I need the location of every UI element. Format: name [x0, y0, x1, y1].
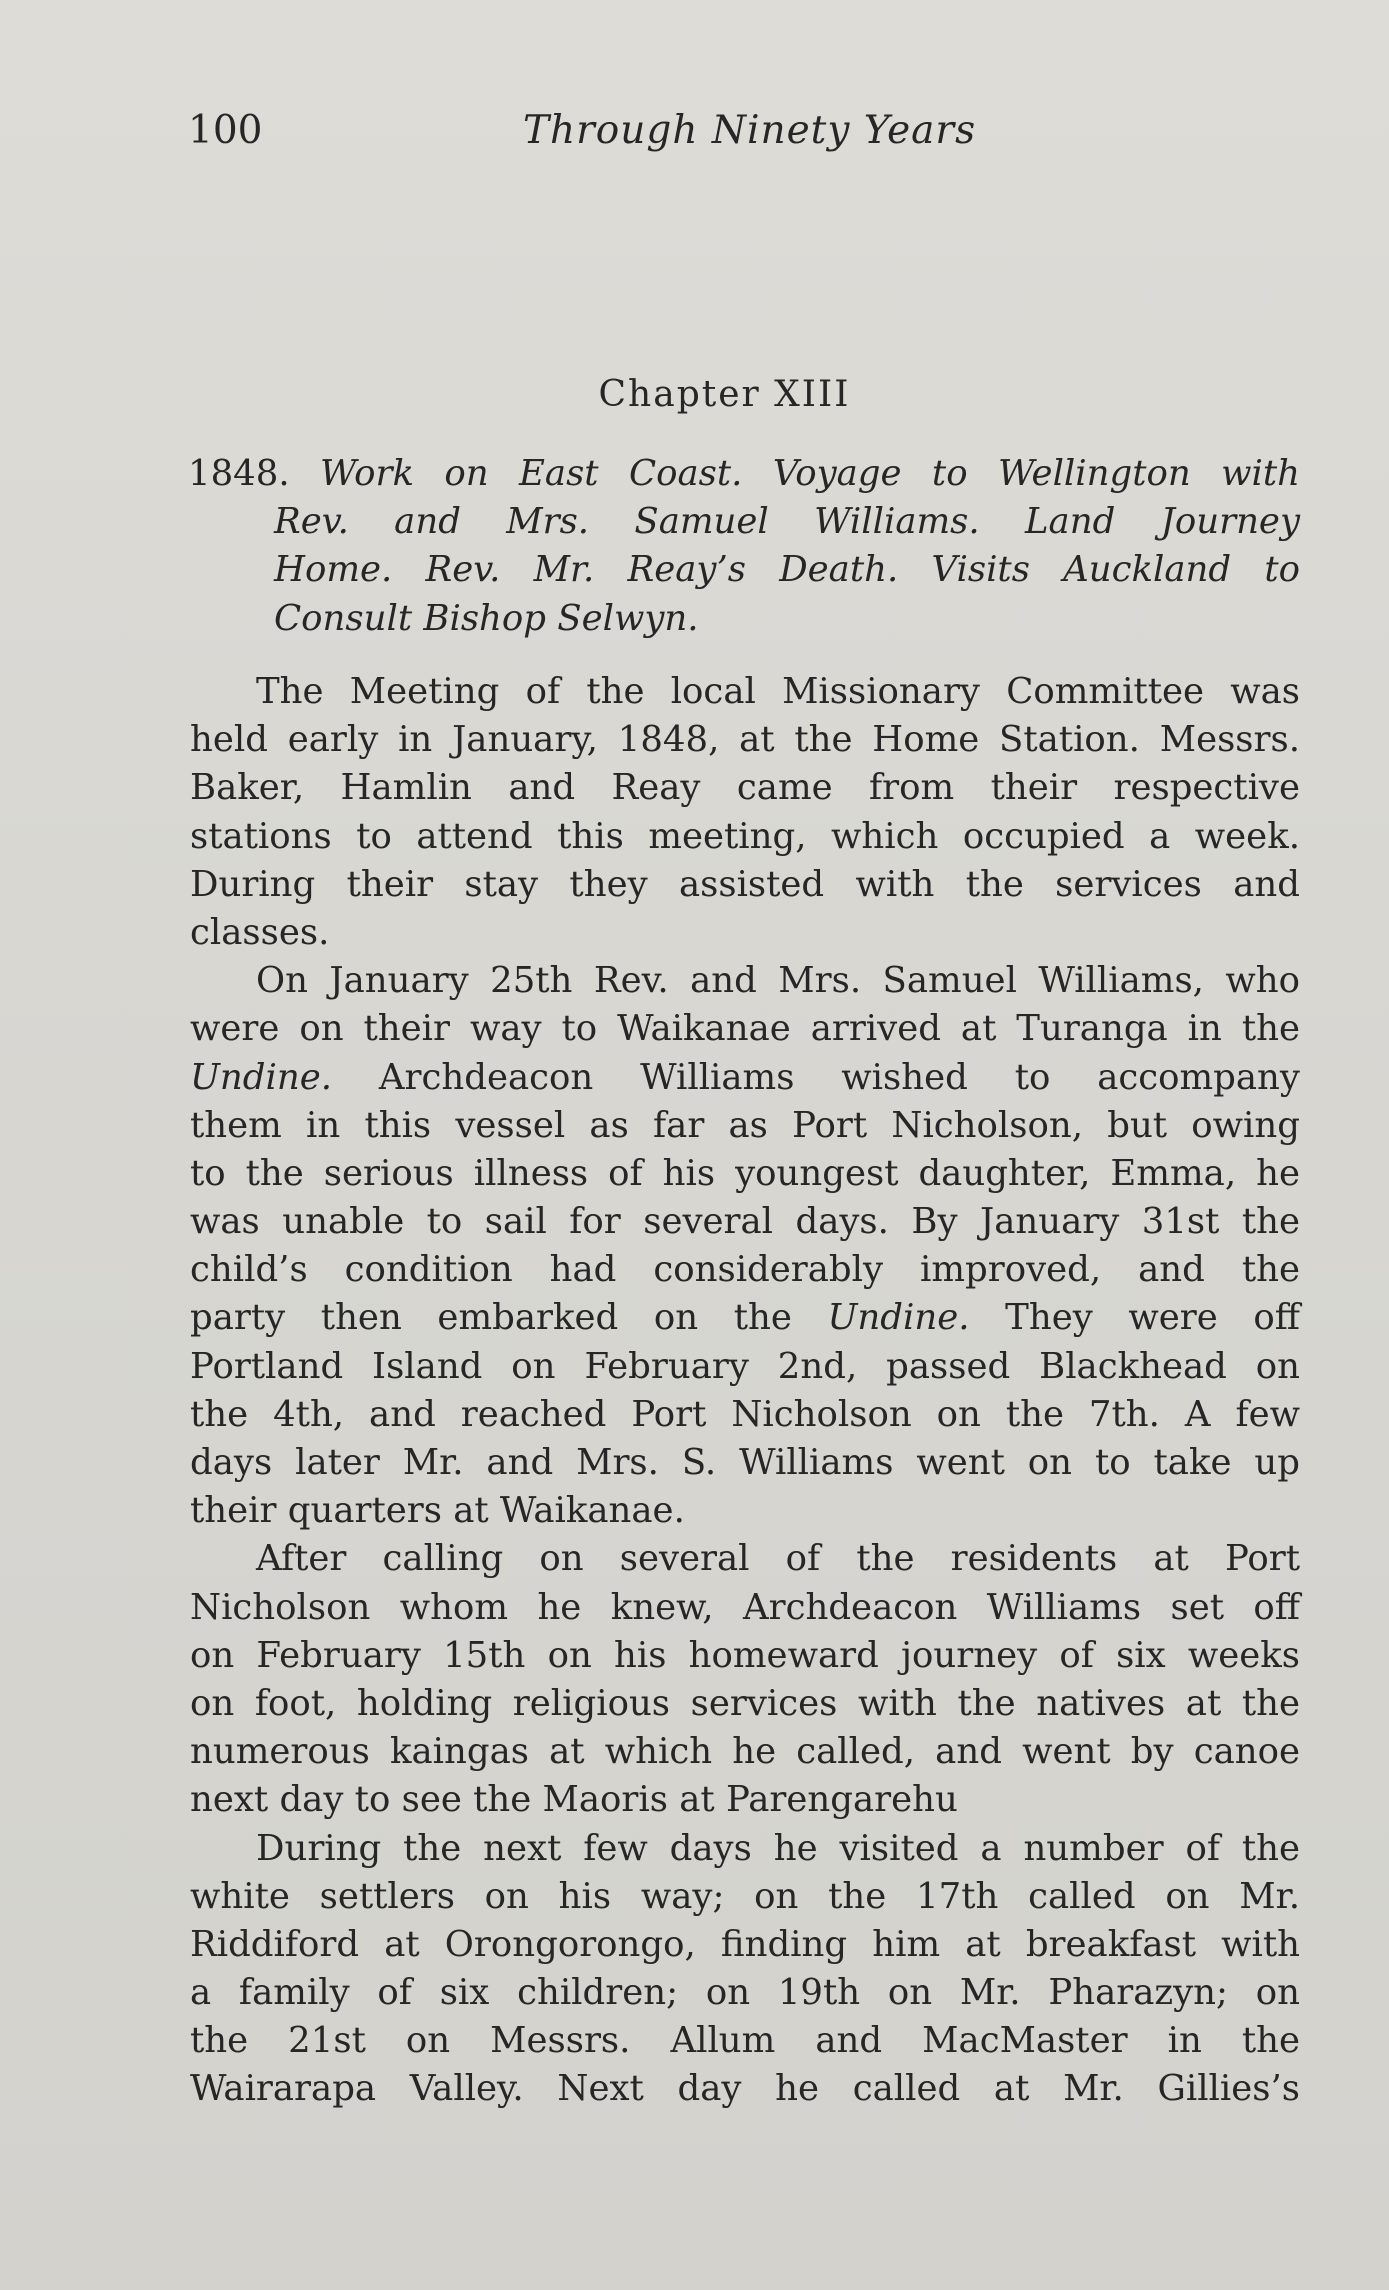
ship-name: Undine.	[190, 1056, 333, 1098]
text-line: next day to see the Maoris at Parengarehu	[190, 1779, 958, 1821]
text-line: Wairarapa Valley. Next day he called at Mr. Gillies’s	[190, 2068, 1300, 2110]
synopsis-line: Consult Bishop Selwyn.	[274, 597, 699, 639]
page-number: 100	[188, 108, 263, 153]
text-line: After calling on several of the residents at Port	[256, 1538, 1300, 1580]
chapter-synopsis	[188, 450, 1300, 643]
text-line: held early in January, 1848, at the Home Station. Messrs.	[190, 719, 1300, 761]
text-line: them in this vessel as far as Port Nicholson, but owing	[190, 1104, 1300, 1146]
synopsis-line: Home. Rev. Mr. Reay’s Death. Visits Auckland to	[274, 549, 1300, 591]
paragraph-4	[190, 1825, 1300, 2114]
text-line: on February 15th on his homeward journey of six weeks	[190, 1634, 1300, 1676]
synopsis-year: 1848.	[188, 453, 290, 494]
text-line: white settlers on his way; on the 17th called on Mr.	[190, 1875, 1300, 1917]
text-line: days later Mr. and Mrs. S. Williams went on to take up	[190, 1442, 1300, 1483]
text-line: Baker, Hamlin and Reay came from their respective	[190, 767, 1300, 809]
text-line: the 4th, and reached Port Nicholson on the 7th. A few	[190, 1393, 1300, 1435]
ship-name: Undine.	[827, 1297, 970, 1339]
text-line: Nicholson whom he knew, Archdeacon Williams set off	[190, 1586, 1300, 1628]
text-line: their quarters at Waikanae.	[190, 1490, 685, 1532]
paragraph-1	[190, 668, 1300, 957]
text-line: classes.	[190, 911, 330, 953]
text-line: were on their way to Waikanae arrived at Turanga in the	[190, 1008, 1300, 1050]
running-title: Through Ninety Years	[523, 108, 977, 153]
text-line: Riddiford at Orongorongo, finding him at breakfast with	[190, 1923, 1300, 1965]
text-line: the 21st on Messrs. Allum and MacMaster in the	[190, 2020, 1300, 2062]
running-head	[188, 108, 1298, 158]
text-line: was unable to sail for several days. By January 31st the	[190, 1201, 1300, 1243]
text-line: to the serious illness of his youngest daughter, Emma, he	[190, 1152, 1300, 1194]
synopsis-line: Rev. and Mrs. Samuel Williams. Land Journey	[274, 501, 1300, 543]
text-line: on foot, holding religious services with the natives at the	[190, 1682, 1300, 1724]
chapter-heading: Chapter XIII	[598, 374, 851, 415]
text-line: a family of six children; on 19th on Mr. Pharazyn; on	[190, 1972, 1300, 2014]
text-line: The Meeting of the local Missionary Committee was	[256, 671, 1300, 712]
body-text	[190, 668, 1300, 2114]
text-line: party then embarked on the Undine. They were off	[190, 1297, 1300, 1339]
text-line: On January 25th Rev. and Mrs. Samuel Williams, who	[256, 960, 1300, 1002]
text-line: Undine. Archdeacon Williams wished to accompany	[190, 1056, 1300, 1098]
text-line: child’s condition had considerably improved, and the	[190, 1249, 1300, 1291]
synopsis-line: 1848. Work on East Coast. Voyage to Wellington with	[188, 453, 1300, 494]
text-line: During their stay they assisted with the services and	[190, 863, 1300, 905]
paragraph-2	[190, 957, 1300, 1535]
text-line: During the next few days he visited a number of the	[256, 1827, 1300, 1869]
text-line: Portland Island on February 2nd, passed Blackhead on	[190, 1345, 1300, 1387]
text-line: numerous kaingas at which he called, and went by canoe	[190, 1731, 1300, 1773]
paragraph-3	[190, 1535, 1300, 1824]
text-line: stations to attend this meeting, which occupied a week.	[190, 815, 1300, 857]
